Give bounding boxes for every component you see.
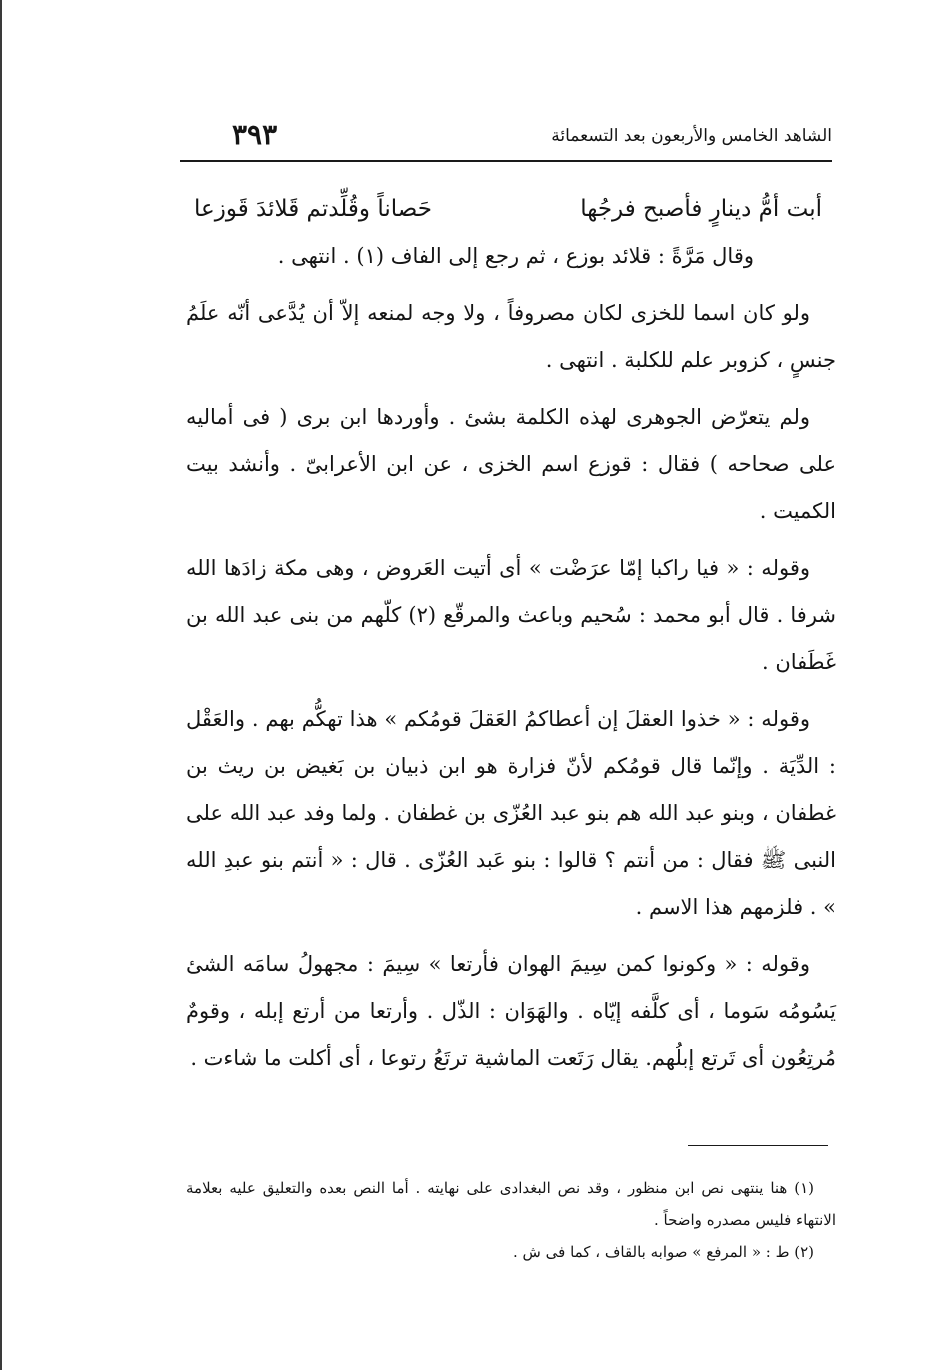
running-title: الشاهد الخامس والأربعون بعد التسعمائة (551, 126, 832, 146)
verse-first-hemistich: أبت أمُّ دينارٍ فأصبح فرجُها (580, 196, 822, 222)
footnote: (٢) ط : « المرفع » صوابه بالقاف ، كما فى ش . (513, 1243, 814, 1261)
paragraph: وقوله : « خذوا العقلَ إن أعطاكمُ العَقلَ قومُكم » هذا تهكُّم بهم . والعَقْل : الدِّيَة . وإنّما قال قومُكم لأنّ فزارة هو ابن ذبيان بن بَغيض بن ريث بن غطفان ، وبنو عبد الله هم بنو عبد العُزّى بن غطفان . ولما وفد عبد الله على النبى ﷺ فقال : من أنتم ؟ قالوا : بنو عَبد العُزّى . قال : « أنتم بنو عبدِ الله » . فلزمهم هذا الاسم . (186, 707, 836, 919)
paragraph: وقوله : « وكونوا كمن سِيمَ الهوان فأرتعا » سِيمَ : مجهولُ سامَه الشئ يَسُومُه سَوما ، أى كلَّفه إيّاه . والهَوَان : الذّل . وأرتعا من أرتع إبله ، وقومٌ مُرتِعُون أى تَرتع إبلُهم. يقال رَتَعت الماشية ترتَعُ رتوعا ، أى أكلت ما شاءت . (186, 952, 836, 1070)
footnotes (186, 1172, 836, 1268)
footnote-rule (688, 1145, 828, 1146)
header-rule (180, 160, 832, 162)
paragraph: ولم يتعرّض الجوهرى لهذه الكلمة بشئ . وأوردها ابن برى ( فى أماليه على صحاحه ) فقال : قوزع اسم الخزى ، عن ابن الأعرابىّ . وأنشد بيت الكميت . (186, 405, 836, 523)
page-header (180, 118, 832, 158)
poem-verse (186, 178, 836, 233)
paragraph: ولو كان اسما للخزى لكان مصروفاً ، ولا وجه لمنعه إلاّ أن يُدَّعى أنّه علَمُ جنسٍ ، كزوبر علم للكلبة . انتهى . (186, 301, 836, 372)
page-edge (0, 0, 2, 1370)
main-text (186, 178, 836, 1082)
footnote: (١) هنا ينتهى نص ابن منظور ، وقد نص البغدادى على نهايته . أما النص بعده والتعليق عليه بعلامة الانتهاء فليس مصدره واضحاً . (186, 1179, 836, 1229)
page-number: ٣٩٣ (232, 118, 278, 151)
verse-second-hemistich: حَصاناً وقُلِّدتم قَلائدَ قَوزعا (194, 196, 432, 222)
paragraph: وقوله : « فيا راكبا إمّا عرَضْت » أى أتيت العَروض ، وهى مكة زادَها الله شرفا . قال أبو محمد : سُحيم وباعث والمرقّع (٢) كلّهم من بنى عبد الله بن غَطَفان . (186, 556, 836, 674)
paragraph: وقال مَرَّةً : قلائد بوزع ، ثم رجع إلى الفاف (١) . انتهى . (277, 244, 754, 268)
